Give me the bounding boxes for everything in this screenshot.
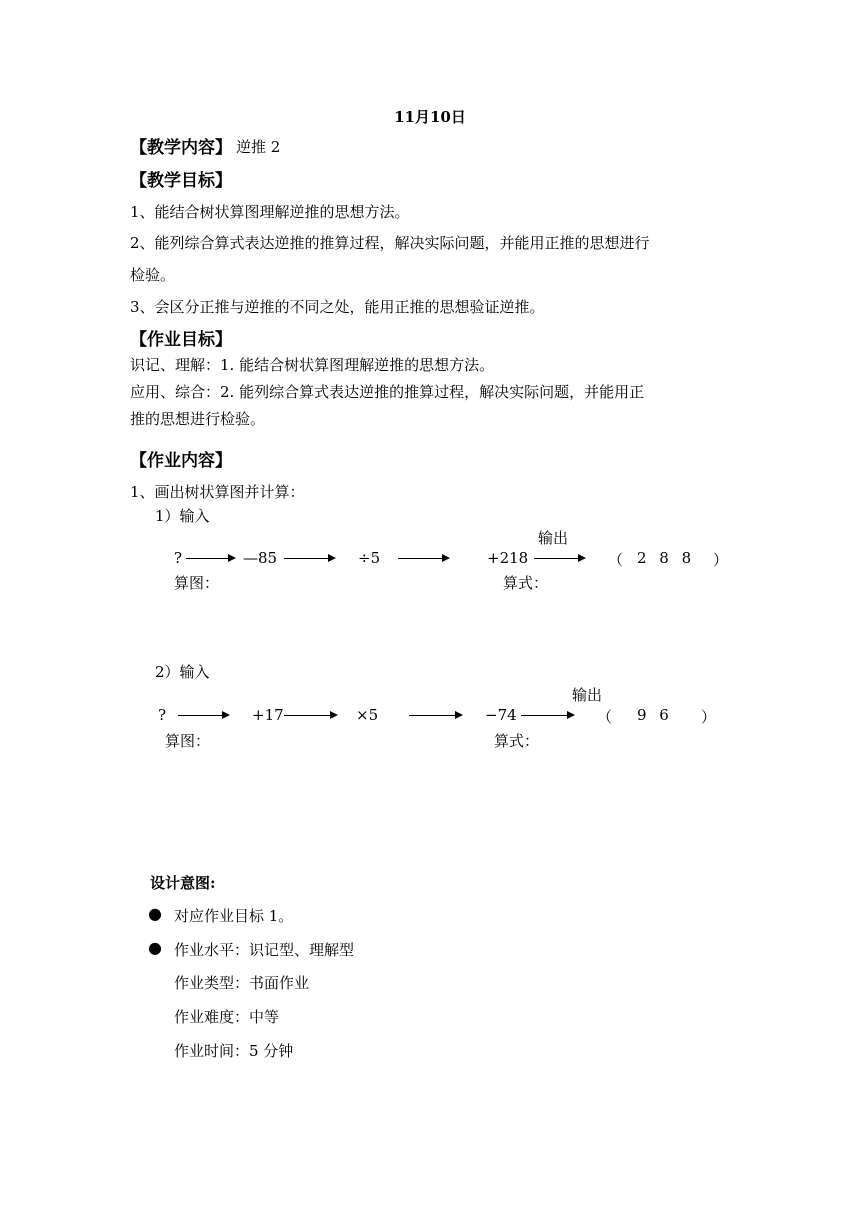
- teaching-content-value: 逆推 2: [236, 138, 281, 156]
- problem-1-start: ?: [174, 549, 183, 567]
- problem-2-step-3: −74: [485, 706, 517, 724]
- problem-2-output-label: 输出: [572, 686, 603, 704]
- problem-1-step-2: ÷5: [358, 549, 381, 567]
- problem-2-step-1: +17: [252, 706, 284, 724]
- problem-2-start: ?: [158, 706, 167, 724]
- homework-goals-label: 【作业目标】: [130, 330, 232, 350]
- design-intent-type: 作业类型：书面作业: [174, 974, 310, 992]
- design-intent-time: 作业时间：5 分钟: [174, 1042, 294, 1060]
- problem-1-step-3: +218: [487, 549, 529, 567]
- problem-1-answer-open: （: [608, 551, 624, 569]
- problem-1-answer: 2 8 8: [637, 549, 696, 567]
- problem-1-answer-close: ）: [713, 551, 729, 569]
- bullet-dot-1: ●: [148, 904, 162, 923]
- problem-2-answer-close: ）: [701, 708, 717, 726]
- teaching-goal-2: 2、能列综合算式表达逆推的推算过程，解决实际问题，并能用正推的思想进行: [130, 234, 650, 252]
- problem-2-arrow-1: [178, 715, 228, 716]
- teaching-goals-label: 【教学目标】: [130, 171, 232, 191]
- teaching-goal-2-cont: 检验。: [130, 266, 176, 284]
- problem-2-arrow-3: [409, 715, 461, 716]
- problem-2-arrow-2: [284, 715, 336, 716]
- problem-1-output-label: 输出: [538, 529, 569, 547]
- problem-2-input-label: 2）输入: [155, 663, 210, 681]
- design-intent-bullet-1: 对应作业目标 1。: [174, 907, 294, 925]
- design-intent-label: 设计意图:: [150, 874, 216, 892]
- homework-content-label: 【作业内容】: [130, 451, 232, 471]
- teaching-goal-3: 3、会区分正推与逆推的不同之处，能用正推的思想验证逆推。: [130, 298, 545, 316]
- date-heading: 11月10日: [394, 108, 466, 126]
- problem-2-answer-open: （: [597, 708, 613, 726]
- design-intent-bullet-2: 作业水平：识记型、理解型: [174, 941, 355, 959]
- problem-2-formula-label: 算式：: [494, 732, 540, 750]
- problem-2-arrow-4: [521, 715, 573, 716]
- problem-2-step-2: ×5: [356, 706, 379, 724]
- design-intent-difficulty: 作业难度：中等: [174, 1008, 280, 1026]
- problem-1-arrow-4: [534, 558, 584, 559]
- homework-goal-line-2: 应用、综合：2. 能列综合算式表达逆推的推算过程，解决实际问题，并能用正: [130, 383, 645, 401]
- problem-1-arrow-3: [398, 558, 448, 559]
- problem-1-diagram-label: 算图：: [174, 574, 220, 592]
- problem-2-answer: 9 6: [637, 706, 673, 724]
- problem-1-formula-label: 算式：: [503, 574, 549, 592]
- problem-2-diagram-label: 算图：: [165, 732, 211, 750]
- problem-1-arrow-2: [284, 558, 334, 559]
- teaching-content-label: 【教学内容】: [130, 138, 232, 158]
- teaching-goal-1: 1、能结合树状算图理解逆推的思想方法。: [130, 203, 410, 221]
- problem-1-input-label: 1）输入: [155, 507, 210, 525]
- problem-1-arrow-1: [186, 558, 234, 559]
- question-1: 1、画出树状算图并计算：: [130, 483, 305, 501]
- homework-goal-line-1: 识记、理解：1. 能结合树状算图理解逆推的思想方法。: [130, 356, 495, 374]
- bullet-dot-2: ●: [148, 938, 162, 957]
- homework-goal-line-3: 推的思想进行检验。: [130, 410, 266, 428]
- problem-1-step-1: —85: [243, 549, 278, 567]
